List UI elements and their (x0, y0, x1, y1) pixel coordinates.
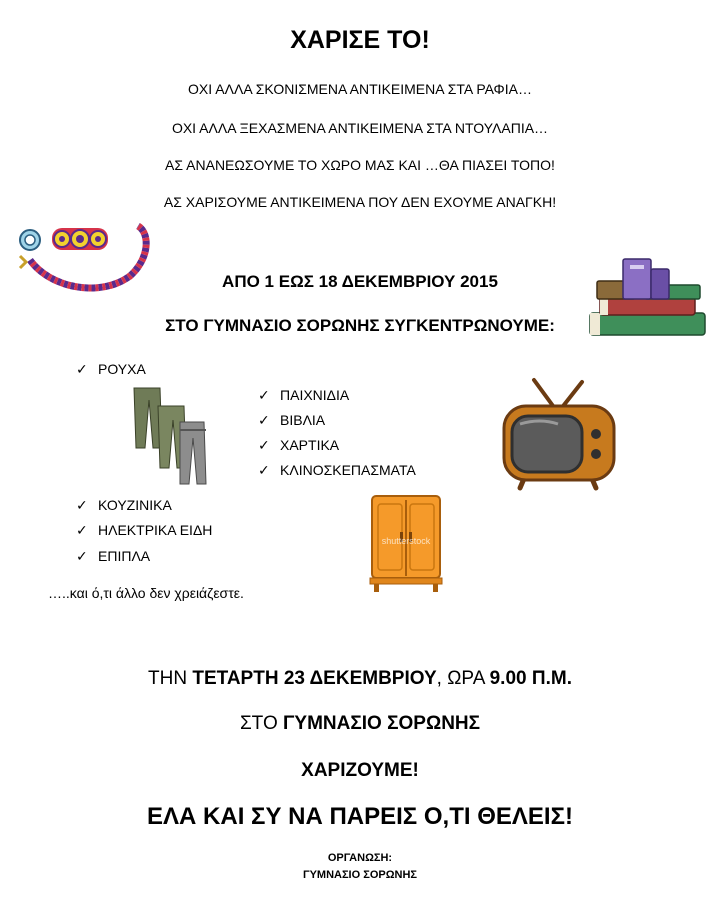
list-item: ✓ ΚΟΥΖΙΝΙΚΑ (76, 497, 172, 513)
wardrobe-image (366, 492, 446, 600)
page-title: ΧΑΡΙΣΕ ΤΟ! (290, 26, 430, 54)
tv-image (498, 376, 620, 492)
intro-line-2: ΟΧΙ ΑΛΛΑ ΞΕΧΑΣΜΕΝΑ ΑΝΤΙΚΕΙΜΕΝΑ ΣΤΑ ΝΤΟΥΛΑΠΙΑ… (171, 120, 549, 136)
intro-line-1: ΟΧΙ ΑΛΛΑ ΣΚΟΝΙΣΜΕΝΑ ΑΝΤΙΚΕΙΜΕΝΑ ΣΤΑ ΡΑΦΙΑ… (188, 81, 532, 97)
check-icon: ✓ (258, 462, 270, 478)
intro-line-4: ΑΣ ΧΑΡΙΣΟΥΜΕ ΑΝΤΙΚΕΙΜΕΝΑ ΠΟΥ ΔΕΝ ΕΧΟΥΜΕ ΑΝΑΓΚΗ! (163, 194, 557, 210)
check-icon: ✓ (258, 437, 270, 453)
give-heading: ΧΑΡΙΖΟΥΜΕ! (301, 760, 419, 781)
organizer-name: ΓΥΜΝΑΣΙΟ ΣΟΡΩΝΗΣ (302, 869, 418, 881)
list-item: ✓ ΗΛΕΚΤΡΙΚΑ ΕΙΔΗ (76, 522, 213, 538)
watermark-text: shutterstock (381, 536, 431, 546)
call-to-action: ΕΛΑ ΚΑΙ ΣΥ ΝΑ ΠΑΡΕΙΣ Ο,ΤΙ ΘΕΛΕΙΣ! (147, 803, 573, 830)
list-item: ✓ ΕΠΙΠΛΑ (76, 548, 151, 564)
closing-note: …..και ό,τι άλλο δεν χρειάζεστε. (48, 585, 244, 601)
list-item: ✓ ΚΛΙΝΟΣΚΕΠΑΣΜΑΤΑ (258, 462, 416, 478)
intro-line-3: ΑΣ ΑΝΑΝΕΩΣΟΥΜΕ ΤΟ ΧΩΡΟ ΜΑΣ ΚΑΙ …ΘΑ ΠΙΑΣΕΙ ΤΟΠΟ! (165, 157, 555, 173)
check-icon: ✓ (76, 522, 88, 538)
check-icon: ✓ (258, 412, 270, 428)
clothes-image (128, 384, 214, 492)
check-icon: ✓ (76, 548, 88, 564)
event-where: ΣΤΟ ΓΥΜΝΑΣΙΟ ΣΟΡΩΝΗΣ (239, 713, 481, 734)
event-when: ΤΗΝ ΤΕΤΑΡΤΗ 23 ΔΕΚΕΜΒΡΙΟΥ, ΩΡΑ 9.00 Π.Μ. (148, 668, 572, 689)
list-item: ✓ ΠΑΙΧΝΙΔΙΑ (258, 387, 350, 403)
list-item: ✓ ΧΑΡΤΙΚΑ (258, 437, 340, 453)
list-item: ✓ ΡΟΥΧΑ (76, 361, 146, 377)
check-icon: ✓ (76, 361, 88, 377)
list-item: ✓ ΒΙΒΛΙΑ (258, 412, 326, 428)
check-icon: ✓ (258, 387, 270, 403)
check-icon: ✓ (76, 497, 88, 513)
collect-heading: ΣΤΟ ΓΥΜΝΑΣΙΟ ΣΟΡΩΝΗΣ ΣΥΓΚΕΝΤΡΩΝΟΥΜΕ: (165, 316, 555, 335)
date-range: ΑΠΟ 1 ΕΩΣ 18 ΔΕΚΕΜΒΡΙΟΥ 2015 (222, 272, 498, 291)
organizer-label: ΟΡΓΑΝΩΣΗ: (327, 852, 393, 864)
